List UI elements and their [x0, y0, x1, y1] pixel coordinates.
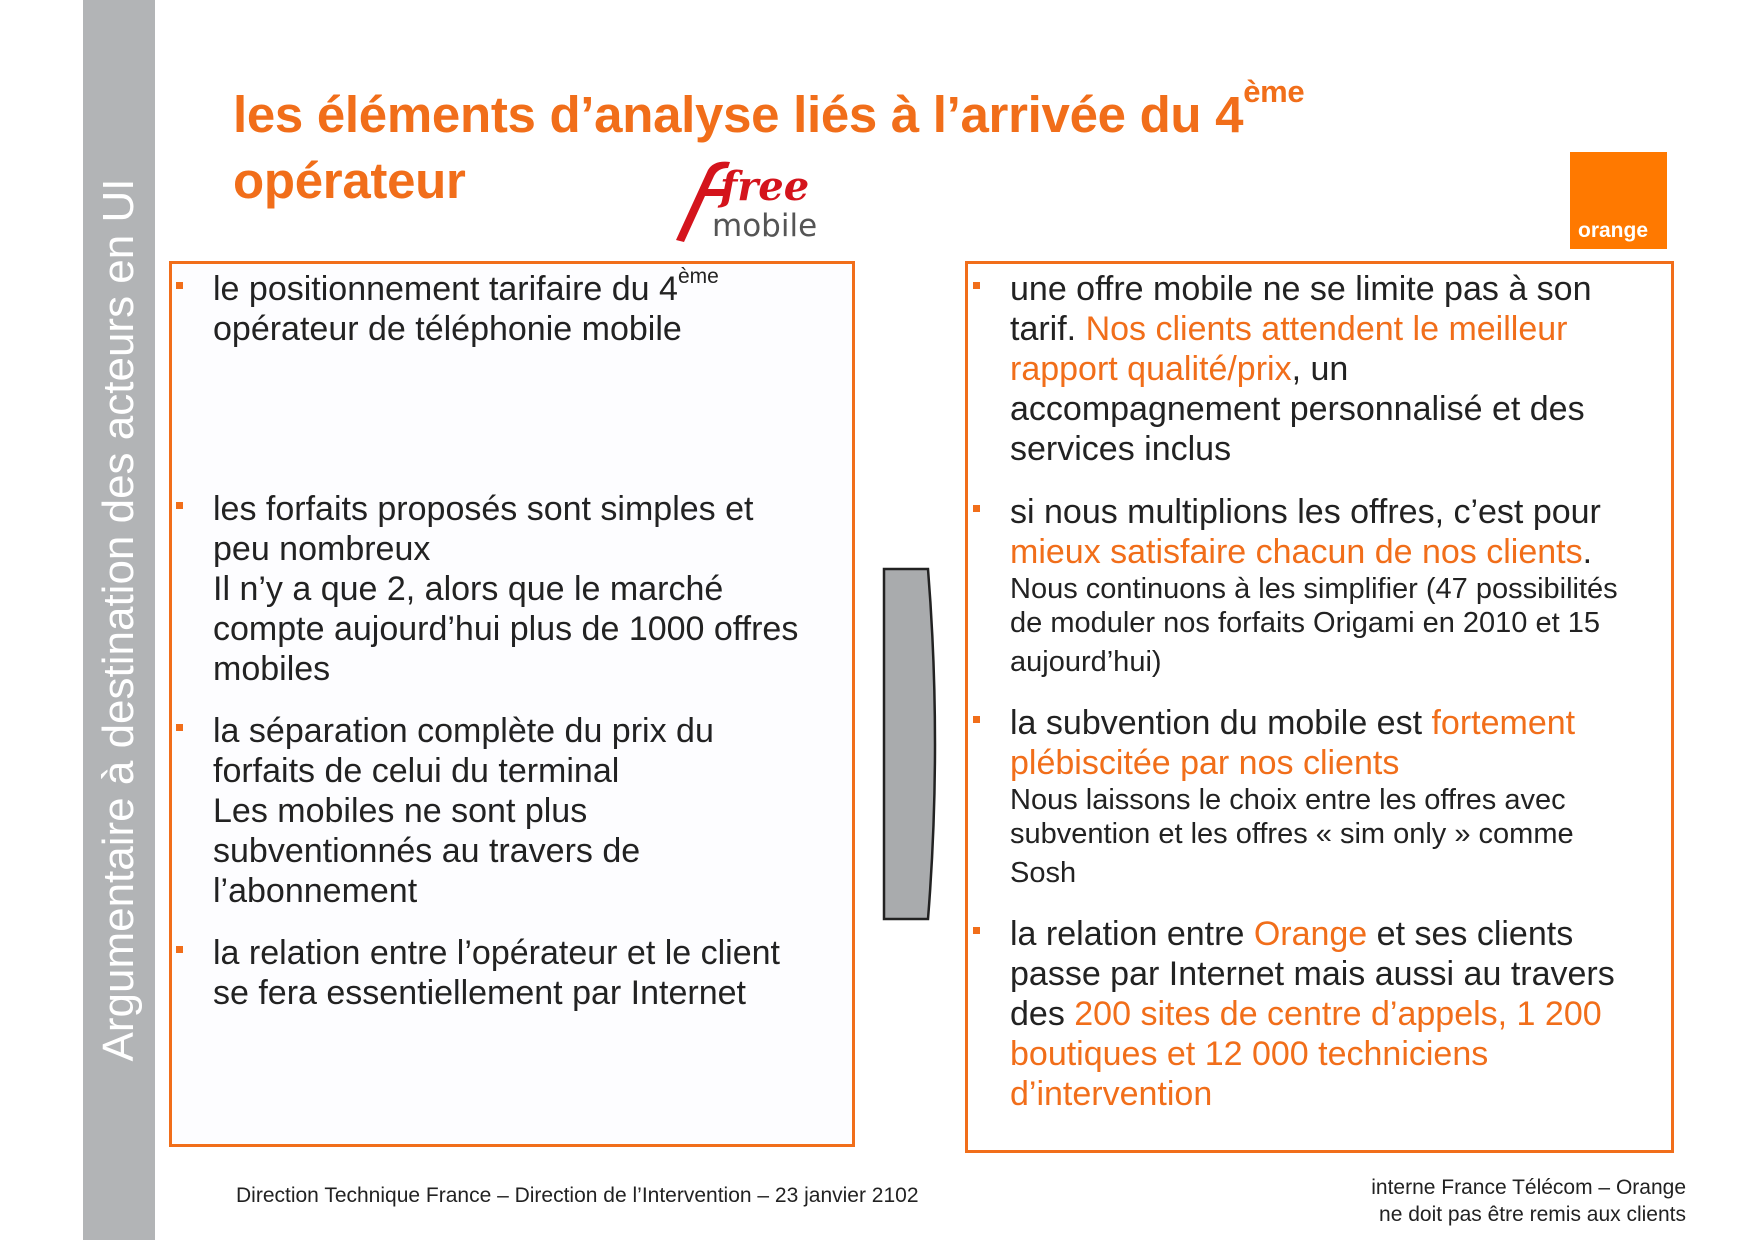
orange-logo-text: orange	[1578, 219, 1649, 242]
footer-left-text: Direction Technique France – Direction de l’Intervention – 23 janvier 2102	[236, 1184, 919, 1207]
left-bullet-3: la séparation complète du prix du forfaits de celui du terminal Les mobiles ne sont plus subventionnés au travers de l’abonnement	[213, 711, 714, 911]
bullet-marker	[176, 946, 183, 953]
bullet-marker	[973, 282, 980, 289]
right-arrow-shape	[882, 567, 944, 921]
bullet-marker	[973, 505, 980, 512]
left-bullet-2: les forfaits proposés sont simples et peu nombreux Il n’y a que 2, alors que le marché compte aujourd’hui plus de 1000 offres mobiles	[213, 489, 798, 689]
bullet-marker	[176, 282, 183, 289]
mobile-logo-text: mobile	[712, 208, 818, 244]
title-line1: les éléments d’analyse liés à l’arrivée du 4	[233, 86, 1244, 143]
sidebar-vertical-text: Argumentaire à destination des acteurs en UI	[94, 178, 143, 1062]
title-line2: opérateur	[233, 152, 466, 209]
right-bullet-1: une offre mobile ne se limite pas à son tarif. Nos clients attendent le meilleur rapport qualité/prix, un accompagnement personnalisé et des services inclus	[1010, 269, 1592, 469]
bullet-marker	[973, 927, 980, 934]
free-logo-text: free	[720, 163, 810, 210]
right-bullet-3: la subvention du mobile est fortement plébiscitée par nos clients Nous laissons le choix entre les offres avec subvention et les offres « sim only » comme Sosh	[1010, 703, 1575, 890]
title-superscript: ème	[1243, 74, 1305, 109]
footer-right-text: interne France Télécom – Orange ne doit pas être remis aux clients	[1371, 1176, 1686, 1226]
orange-logo	[1570, 152, 1667, 249]
free-mobile-logo	[668, 156, 858, 244]
right-bullet-4: la relation entre Orange et ses clients passe par Internet mais aussi au travers des 200 sites de centre d’appels, 1 200 boutiques et 12 000 techniciens d’intervention	[1010, 914, 1615, 1114]
left-panel	[169, 261, 855, 1147]
bullet-marker	[973, 716, 980, 723]
left-bullet-4: la relation entre l’opérateur et le client se fera essentiellement par Internet	[213, 933, 780, 1013]
bullet-marker	[176, 724, 183, 731]
bullet-marker	[176, 502, 183, 509]
right-bullet-2: si nous multiplions les offres, c’est pour mieux satisfaire chacun de nos clients. Nous continuons à les simplifier (47 possibilités de moduler nos forfaits Origami en 2010 et 15 aujourd’hui)	[1010, 492, 1618, 679]
left-bullet-1: le positionnement tarifaire du 4ème opérateur de téléphonie mobile	[213, 269, 719, 349]
